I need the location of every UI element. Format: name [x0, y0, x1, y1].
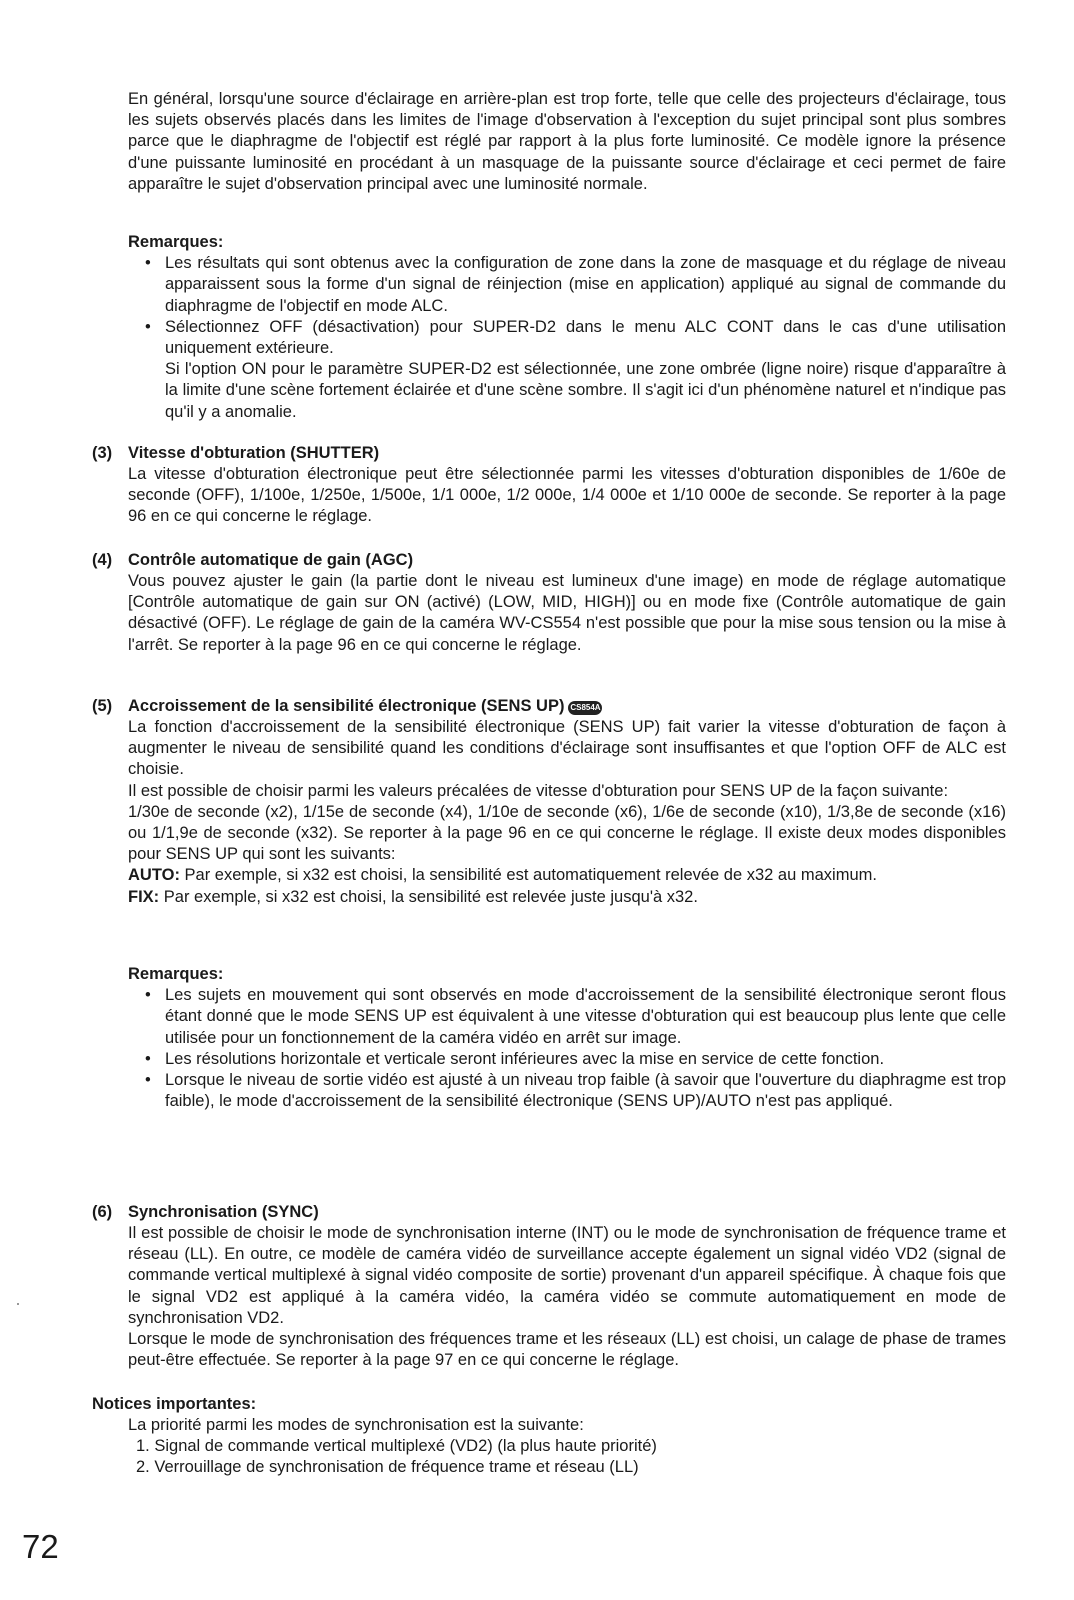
- section-title: Contrôle automatique de gain (AGC): [128, 551, 414, 569]
- auto-mode-text: Par exemple, si x32 est choisi, la sensibilité est automatiquement relevée de x32 au maximum.: [179, 866, 877, 885]
- notices-title: Notices importantes:: [92, 1395, 257, 1413]
- section-text: Il est possible de choisir parmi les valeurs précalées de vitesse d'obturation pour SENS UP de la façon suivante:: [128, 781, 949, 800]
- section-4-heading: [92, 550, 1006, 571]
- remarks-section-1: [128, 232, 1006, 423]
- section-number: (4): [92, 551, 113, 569]
- notices-heading: [92, 1394, 1006, 1415]
- notices-body: [128, 1415, 1006, 1479]
- section-5-body: [128, 717, 1006, 908]
- section-text: Il est possible de choisir le mode de synchronisation interne (INT) ou le mode de synchronisation de fréquence trame et réseau (LL). En outre, ce modèle de caméra vidéo de surveillance accepte également un signal vidéo VD2 (signal de commande vertical multiplexé à signal vidéo composite de sortie) provenant d'un appareil spécifique. À chaque fois que le signal VD2 est appliqué à la caméra vidéo, la caméra vidéo se commute automatiquement en mode de synchronisation VD2.: [128, 1224, 1006, 1327]
- section-title: Vitesse d'obturation (SHUTTER): [128, 444, 380, 462]
- section-number: (3): [92, 444, 113, 462]
- intro-section: [128, 89, 1006, 195]
- auto-mode-description: [128, 865, 1006, 886]
- section-5-heading: [92, 696, 1006, 717]
- model-badge: CS854A: [568, 701, 602, 715]
- remarks-title: Remarques:: [128, 965, 224, 983]
- section-title: Synchronisation (SYNC): [128, 1203, 319, 1221]
- section-6-heading: [92, 1202, 1006, 1223]
- section-3-heading: [92, 443, 1006, 464]
- section-number: (5): [92, 697, 113, 715]
- remarks-item: • Les sujets en mouvement qui sont observés en mode d'accroissement de la sensibilité électronique seront flous étant donné que le mode SENS UP est équivalent à une vitesse d'obturation qui est beaucoup plus lente que celle utilisée pour un fonctionnement de la caméra vidéo en arrêt sur image.: [128, 985, 1006, 1049]
- fix-mode-text: Par exemple, si x32 est choisi, la sensibilité est relevée juste jusqu'à x32.: [159, 887, 698, 906]
- section-4-body: [128, 571, 1006, 656]
- section-text: La vitesse d'obturation électronique peut être sélectionnée parmi les vitesses d'obturation disponibles de 1/60e de seconde (OFF), 1/100e, 1/250e, 1/500e, 1/1 000e, 1/2 000e, 1/4 000e et 1/10 000e de seconde. Se reporter à la page 96 en ce qui concerne le réglage.: [128, 465, 1006, 526]
- section-6-body: [128, 1223, 1006, 1371]
- remarks-item: • Sélectionnez OFF (désactivation) pour SUPER-D2 dans le menu ALC CONT dans le cas d'une utilisation uniquement extérieure.: [128, 317, 1006, 359]
- remarks-section-2: [128, 964, 1006, 1112]
- remarks-list: [128, 253, 1006, 359]
- section-text: Lorsque le mode de synchronisation des fréquences trame et les réseaux (LL) est choisi, un calage de phase de trames peut-être effectuée. Se reporter à la page 97 en ce qui concerne le réglage.: [128, 1330, 1006, 1370]
- section-text: Vous pouvez ajuster le gain (la partie dont le niveau est lumineux d'une image) en mode de réglage automatique [Contrôle automatique de gain sur ON (activé) (LOW, MID, HIGH)] ou en mode fixe (Contrôle automatique de gain désactivé (OFF). Le réglage de gain de la caméra WV-CS554 n'est possible que pour la mise sous tension ou la mise à l'arrêt. Se reporter à la page 96 en ce qui concerne le réglage.: [128, 572, 1006, 654]
- section-text: 1/30e de seconde (x2), 1/15e de seconde (x4), 1/10e de seconde (x6), 1/6e de seconde (x10), 1/3,8e de seconde (x16) ou 1/1,9e de seconde (x32). Se reporter à la page 96 en ce qui concerne le réglage. Il existe deux modes disponibles pour SENS UP qui sont les suivants:: [128, 802, 1006, 864]
- priority-list: [128, 1436, 1006, 1478]
- notices-text: La priorité parmi les modes de synchronisation est la suivante:: [128, 1416, 584, 1434]
- remarks-list: [128, 985, 1006, 1112]
- remarks-item-continuation: Si l'option ON pour le paramètre SUPER-D2 est sélectionnée, une zone ombrée (ligne noire) risque d'apparaître à la limite d'une scène fortement éclairée et d'une scène sombre. Il s'agit ici d'un phénomène naturel et n'indique pas qu'il y a anomalie.: [165, 360, 1006, 421]
- priority-item: 2. Verrouillage de synchronisation de fréquence trame et réseau (LL): [136, 1458, 639, 1477]
- scan-speck: [17, 1303, 19, 1305]
- page-number: 72: [22, 1528, 59, 1565]
- fix-mode-label: FIX:: [128, 887, 160, 906]
- section-title: Accroissement de la sensibilité électronique (SENS UP): [128, 697, 565, 715]
- section-3-body: [128, 464, 1006, 528]
- remarks-item: • Les résultats qui sont obtenus avec la configuration de zone dans la zone de masquage et du réglage de niveau apparaissent sous la forme d'un signal de réinjection (mise en application) appliqué au signal de commande du diaphragme de l'objectif en mode ALC.: [128, 253, 1006, 317]
- intro-paragraph: En général, lorsqu'une source d'éclairage en arrière-plan est trop forte, telle que celle des projecteurs d'éclairage, tous les sujets observés placés dans les limites de l'image d'observation à l'exception du sujet principal sont plus sombres parce que le diaphragme de l'objectif est réglé par rapport à la plus forte luminosité. Ce modèle ignore la présence d'une puissante luminosité en procédant à un masquage de la puissante source d'éclairage et ceci permet de faire apparaître le sujet d'observation principal avec une luminosité normale.: [128, 90, 1006, 193]
- remarks-item: • Les résolutions horizontale et verticale seront inférieures avec la mise en service de cette fonction.: [128, 1049, 1006, 1070]
- remarks-item: • Lorsque le niveau de sortie vidéo est ajusté à un niveau trop faible (à savoir que l'ouverture du diaphragme est trop faible), le mode d'accroissement de la sensibilité électronique (SENS UP)/AUTO n'est pas appliqué.: [128, 1070, 1006, 1112]
- remarks-title: Remarques:: [128, 233, 224, 251]
- section-text: La fonction d'accroissement de la sensibilité électronique (SENS UP) fait varier la vitesse d'obturation de façon à augmenter le niveau de sensibilité quand les conditions d'éclairage sont insuffisantes et que l'option OFF de ALC est choisie.: [128, 718, 1006, 779]
- fix-mode-description: [128, 887, 1006, 908]
- auto-mode-label: AUTO:: [128, 866, 180, 885]
- section-number: (6): [92, 1203, 113, 1221]
- priority-item: 1. Signal de commande vertical multiplexé (VD2) (la plus haute priorité): [136, 1437, 657, 1456]
